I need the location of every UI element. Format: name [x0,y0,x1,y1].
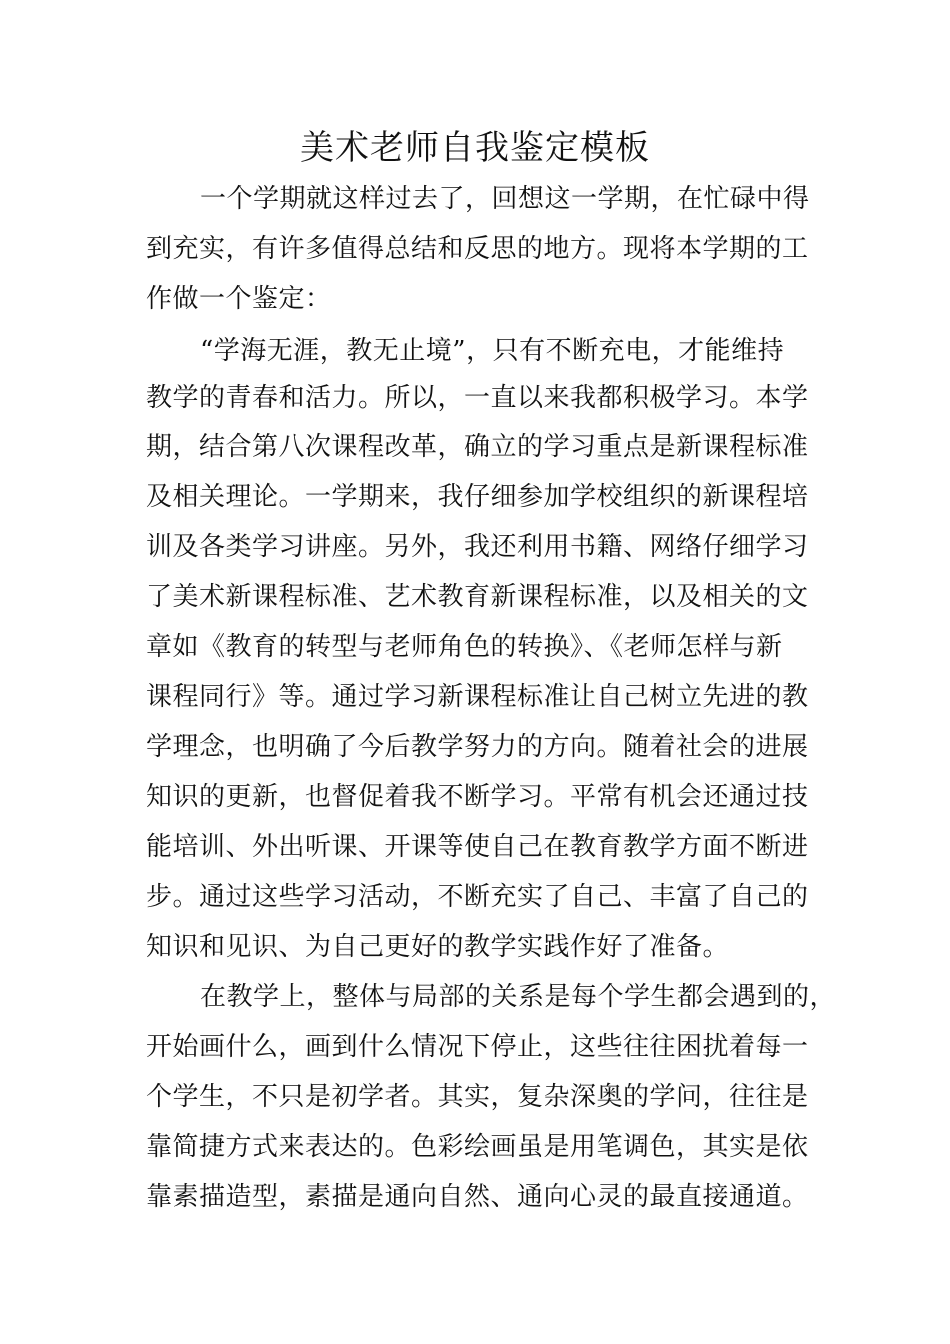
paragraph-line: 章如《教育的转型与老师角色的转换》、《老师怎样与新 [146,632,783,662]
paragraph-line: 课程同行》等。通过学习新课程标准让自己树立先进的教 [146,682,809,712]
paragraph-line: 了美术新课程标准、艺术教育新课程标准，以及相关的文 [146,582,809,612]
paragraph-line: 教学的青春和活力。所以，一直以来我都积极学习。本学 [146,383,809,413]
paragraph-line: “学海无涯，教无止境”，只有不断充电，才能维持 [200,336,785,366]
paragraph-line: 作做一个鉴定： [146,284,332,314]
page-title: 美术老师自我鉴定模板 [300,128,650,168]
paragraph-line: 开始画什么，画到什么情况下停止，这些往往困扰着每一 [146,1032,809,1062]
paragraph-line: 知识和见识、为自己更好的教学实践作好了准备。 [146,932,730,962]
paragraph-line: 到充实，有许多值得总结和反思的地方。现将本学期的工 [146,234,809,264]
paragraph-line: 在教学上，整体与局部的关系是每个学生都会遇到的， [200,982,837,1012]
paragraph-line: 能培训、外出听课、开课等使自己在教育教学方面不断进 [146,832,809,862]
paragraph-line: 步。通过这些学习活动，不断充实了自己、丰富了自己的 [146,882,809,912]
paragraph-line: 靠简捷方式来表达的。色彩绘画虽是用笔调色，其实是依 [146,1132,809,1162]
paragraph-line: 一个学期就这样过去了，回想这一学期，在忙碌中得 [200,184,810,214]
paragraph-line: 训及各类学习讲座。另外，我还利用书籍、网络仔细学习 [146,532,809,562]
paragraph-line: 及相关理论。一学期来，我仔细参加学校组织的新课程培 [146,482,809,512]
paragraph-line: 个学生，不只是初学者。其实，复杂深奥的学问，往往是 [146,1082,809,1112]
paragraph-line: 知识的更新，也督促着我不断学习。平常有机会还通过技 [146,782,809,812]
paragraph-line: 期，结合第八次课程改革，确立的学习重点是新课程标准 [146,432,809,462]
paragraph-line: 靠素描造型，素描是通向自然、通向心灵的最直接通道。 [146,1182,809,1212]
paragraph-line: 学理念，也明确了今后教学努力的方向。随着社会的进展 [146,732,809,762]
